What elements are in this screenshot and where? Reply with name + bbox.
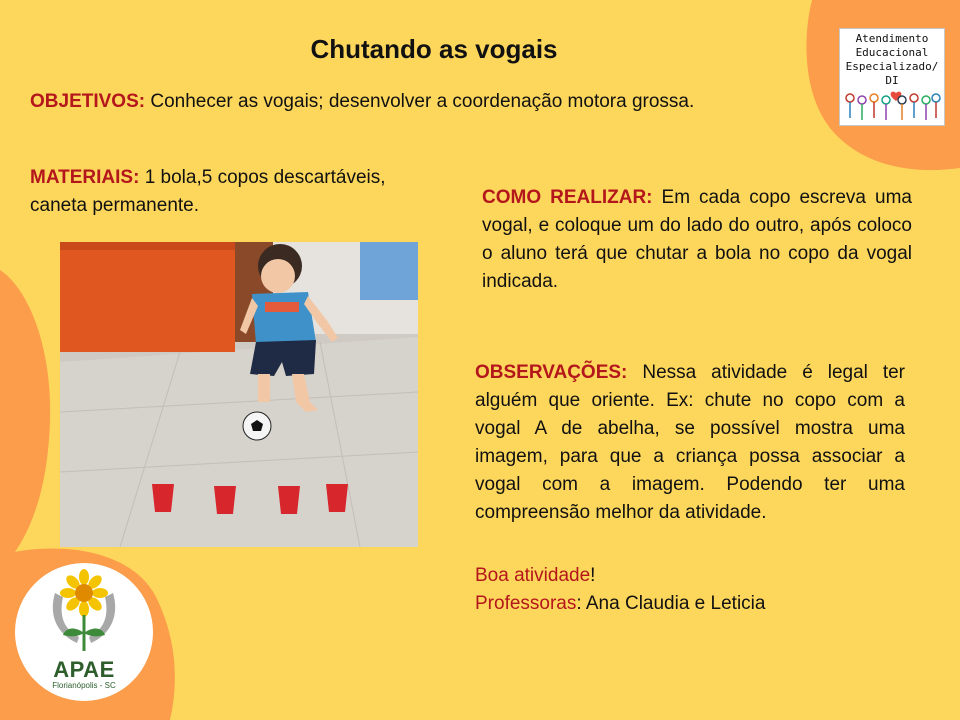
child-kicking-ball-illustration [60, 242, 418, 547]
sunflower-hands-icon [15, 563, 153, 663]
boa-atividade-label: Boa atividade [475, 565, 591, 586]
slide-title: Chutando as vogais [310, 34, 558, 64]
materiais-text: 1 bola,5 copos descartáveis, caneta permanente. [30, 167, 386, 216]
apae-logo-name: APAE [53, 657, 115, 682]
orange-blob-left [0, 270, 60, 570]
como-realizar-paragraph [482, 184, 912, 296]
professoras-line [475, 590, 905, 618]
aee-logo [839, 28, 945, 126]
aee-logo-line-2: Educacional [855, 46, 929, 59]
children-drawing-icon [842, 88, 942, 128]
professoras-label: Professoras [475, 593, 577, 614]
professoras-text: : Ana Claudia e Leticia [576, 593, 766, 614]
boa-atividade-line [475, 562, 905, 590]
boa-atividade-suffix: ! [590, 565, 596, 586]
materiais-paragraph [30, 164, 430, 220]
apae-logo [15, 563, 153, 701]
apae-logo-city: Florianópolis - SC [52, 681, 116, 690]
observacoes-paragraph [475, 359, 905, 527]
aee-logo-line-1: Atendimento [855, 32, 929, 45]
materiais-label: MATERIAIS: [30, 167, 140, 188]
objetivos-paragraph [30, 88, 810, 116]
observacoes-text: Nessa atividade é legal ter alguém que oriente. Ex: chute no copo com a vogal A de abelha, se possível mostra uma imagem, para que a criança possa associar a vogal com a imagem. Podendo ter uma compreensão melhor da atividade. [475, 362, 905, 523]
observacoes-label: OBSERVAÇÕES: [475, 362, 628, 383]
objetivos-label: OBJETIVOS: [30, 91, 146, 112]
como-realizar-text: Em cada copo escreva uma vogal, e coloque um do lado do outro, após coloco o aluno terá que chutar a bola no copo da vogal indicada. [482, 187, 912, 292]
como-realizar-label: COMO REALIZAR: [482, 187, 653, 208]
activity-photo [60, 242, 418, 547]
objetivos-text: Conhecer as vogais; desenvolver a coordenação motora grossa. [145, 91, 695, 112]
aee-logo-line-3: Especializado/ DI [845, 60, 939, 87]
